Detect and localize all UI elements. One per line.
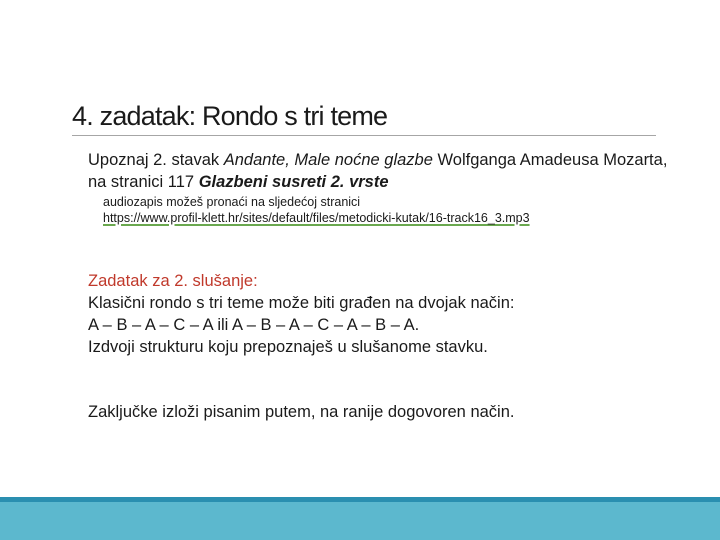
task-line-1: Klasični rondo s tri teme može biti građen na dvojak način: xyxy=(88,294,515,312)
work-title: Andante, Male noćne glazbe xyxy=(223,151,433,169)
title-divider xyxy=(72,135,656,136)
slide-title: 4. zadatak: Rondo s tri teme xyxy=(72,101,388,131)
audio-note: audiozapis možeš pronaći na sljedećoj stranici xyxy=(103,195,361,209)
task-line-3: Izdvoji strukturu koju prepoznaješ u slušanome stavku. xyxy=(88,338,488,356)
intro-paragraph xyxy=(88,149,688,193)
intro-text-start: Upoznaj 2. stavak xyxy=(88,151,224,169)
audio-link[interactable]: https://www.profil-klett.hr/sites/default/files/metodicki-kutak/16-track16_3.mp3 xyxy=(103,211,530,225)
intro-text-middle: Wolfganga Amadeusa Mozarta, na stranici 117 xyxy=(88,151,668,191)
audio-link-line xyxy=(103,210,703,226)
task-heading: Zadatak za 2. slušanje: xyxy=(88,272,258,290)
task-block xyxy=(88,270,688,358)
task-line-2: A – B – A – C – A ili A – B – A – C – A – B – A. xyxy=(88,316,420,334)
footer-bar xyxy=(0,502,720,540)
conclusion-text: Zaključke izloži pisanim putem, na ranije dogovoren način. xyxy=(88,403,515,421)
book-title: Glazbeni susreti 2. vrste xyxy=(198,173,389,191)
